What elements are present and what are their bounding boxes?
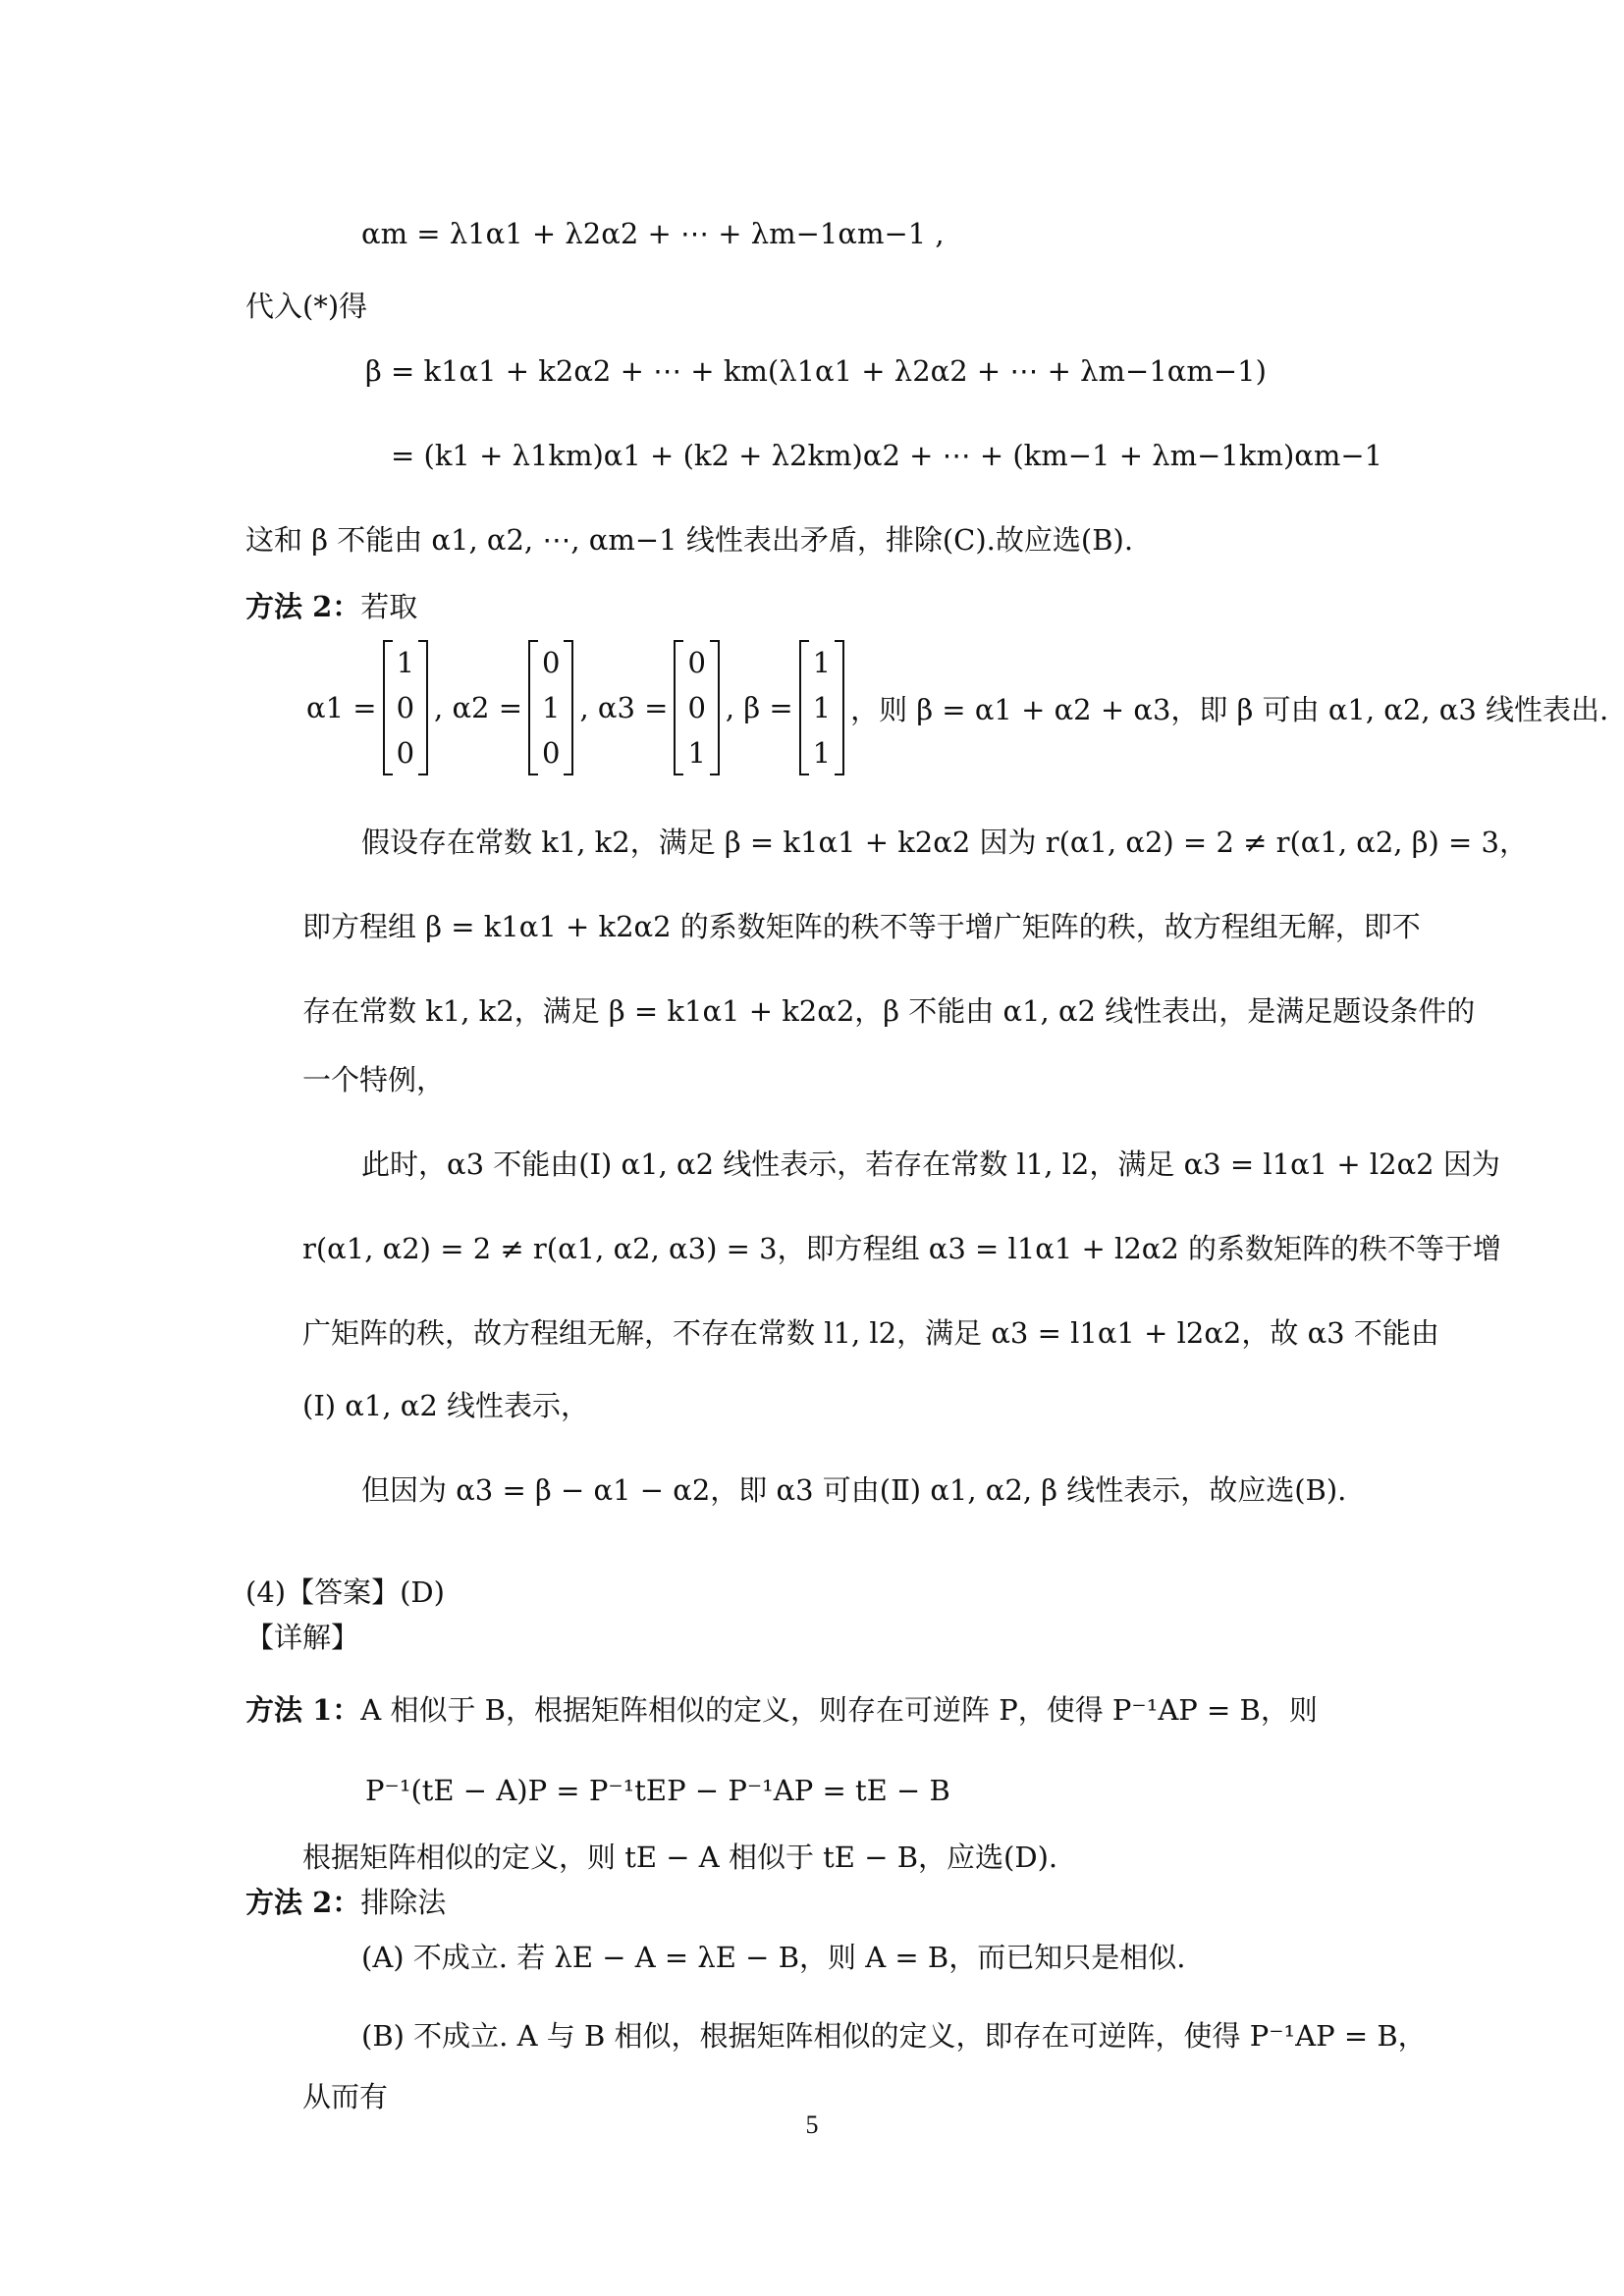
vector-alpha1: 1 0 0 bbox=[383, 640, 428, 775]
text-alpha3-2: r(α1, α2) = 2 ≠ r(α1, α2, α3) = 3，即方程组 α3 = l1α1 + l2α2 的系数矩阵的秩不等于增 bbox=[302, 1232, 1502, 1265]
method2-heading: 方法 2：若取 bbox=[245, 590, 418, 623]
text-conclusion-b: 但因为 α3 = β − α1 − α2，即 α3 可由(Ⅱ) α1, α2, β 线性表示，故应选(B). bbox=[361, 1473, 1347, 1507]
text-rank-1: 即方程组 β = k1α1 + k2α2 的系数矩阵的秩不等于增广矩阵的秩，故方程组无解，即不 bbox=[302, 910, 1421, 943]
text-thus: 从而有 bbox=[302, 2080, 389, 2113]
vector-alpha3: 0 0 1 bbox=[674, 640, 719, 775]
option-a: (A) 不成立. 若 λE − A = λE − B，则 A = B，而已知只是相似. bbox=[361, 1941, 1186, 1974]
vector-definition: α1 = 1 0 0 , α2 = 0 1 0 , α3 = 0 0 1 , β = 1 1 1 ，则 β = α1 + α2 + α3，即 β 可由 α1, α2, α3 线性表出. bbox=[306, 640, 1608, 775]
vector-alpha2: 0 1 0 bbox=[528, 640, 573, 775]
text-rank-2: 存在常数 k1, k2，满足 β = k1α1 + k2α2，β 不能由 α1, α2 线性表出，是满足题设条件的 bbox=[302, 994, 1476, 1028]
text-substitute: 代入(*)得 bbox=[245, 290, 368, 323]
text-alpha3-1: 此时，α3 不能由(Ⅰ) α1, α2 线性表示，若存在常数 l1, l2，满足 α3 = l1α1 + l2α2 因为 bbox=[361, 1148, 1500, 1181]
eq-beta-expand: β = k1α1 + k2α2 + ⋯ + km(λ1α1 + λ2α2 + ⋯ + λm−1αm−1) bbox=[365, 354, 1267, 388]
explanation-heading: 【详解】 bbox=[245, 1621, 360, 1654]
eq-beta-regroup: = (k1 + λ1km)α1 + (k2 + λ2km)α2 + ⋯ + (km−1 + λm−1km)αm−1 bbox=[391, 439, 1383, 472]
method2-elimination: 方法 2：排除法 bbox=[245, 1886, 447, 1919]
text-choose-d: 根据矩阵相似的定义，则 tE − A 相似于 tE − B，应选(D). bbox=[302, 1841, 1058, 1874]
eq-similarity: P⁻¹(tE − A)P = P⁻¹tEP − P⁻¹AP = tE − B bbox=[365, 1774, 950, 1807]
text-alpha3-3: 广矩阵的秩，故方程组无解，不存在常数 l1, l2，满足 α3 = l1α1 + l2α2，故 α3 不能由 bbox=[302, 1316, 1439, 1350]
text-special-case: 一个特例， bbox=[302, 1063, 446, 1096]
answer-4: (4)【答案】(D) bbox=[245, 1575, 445, 1609]
text-assume-k: 假设存在常数 k1, k2，满足 β = k1α1 + k2α2 因为 r(α1, α2) = 2 ≠ r(α1, α2, β) = 3， bbox=[361, 826, 1529, 859]
method1-text: 方法 1：A 相似于 B，根据矩阵相似的定义，则存在可逆阵 P，使得 P⁻¹AP = B，则 bbox=[245, 1693, 1318, 1727]
vector-beta: 1 1 1 bbox=[799, 640, 844, 775]
eq-alpha-m: αm = λ1α1 + λ2α2 + ⋯ + λm−1αm−1 , bbox=[361, 217, 945, 250]
option-b: (B) 不成立. A 与 B 相似，根据矩阵相似的定义，即存在可逆阵，使得 P⁻¹AP = B， bbox=[361, 2019, 1427, 2053]
page-number: 5 bbox=[805, 2110, 819, 2139]
text-alpha3-4: (Ⅰ) α1, α2 线性表示， bbox=[302, 1389, 590, 1422]
text-contradiction: 这和 β 不能由 α1, α2, ⋯, αm−1 线性表出矛盾，排除(C).故应选(B). bbox=[245, 523, 1134, 557]
